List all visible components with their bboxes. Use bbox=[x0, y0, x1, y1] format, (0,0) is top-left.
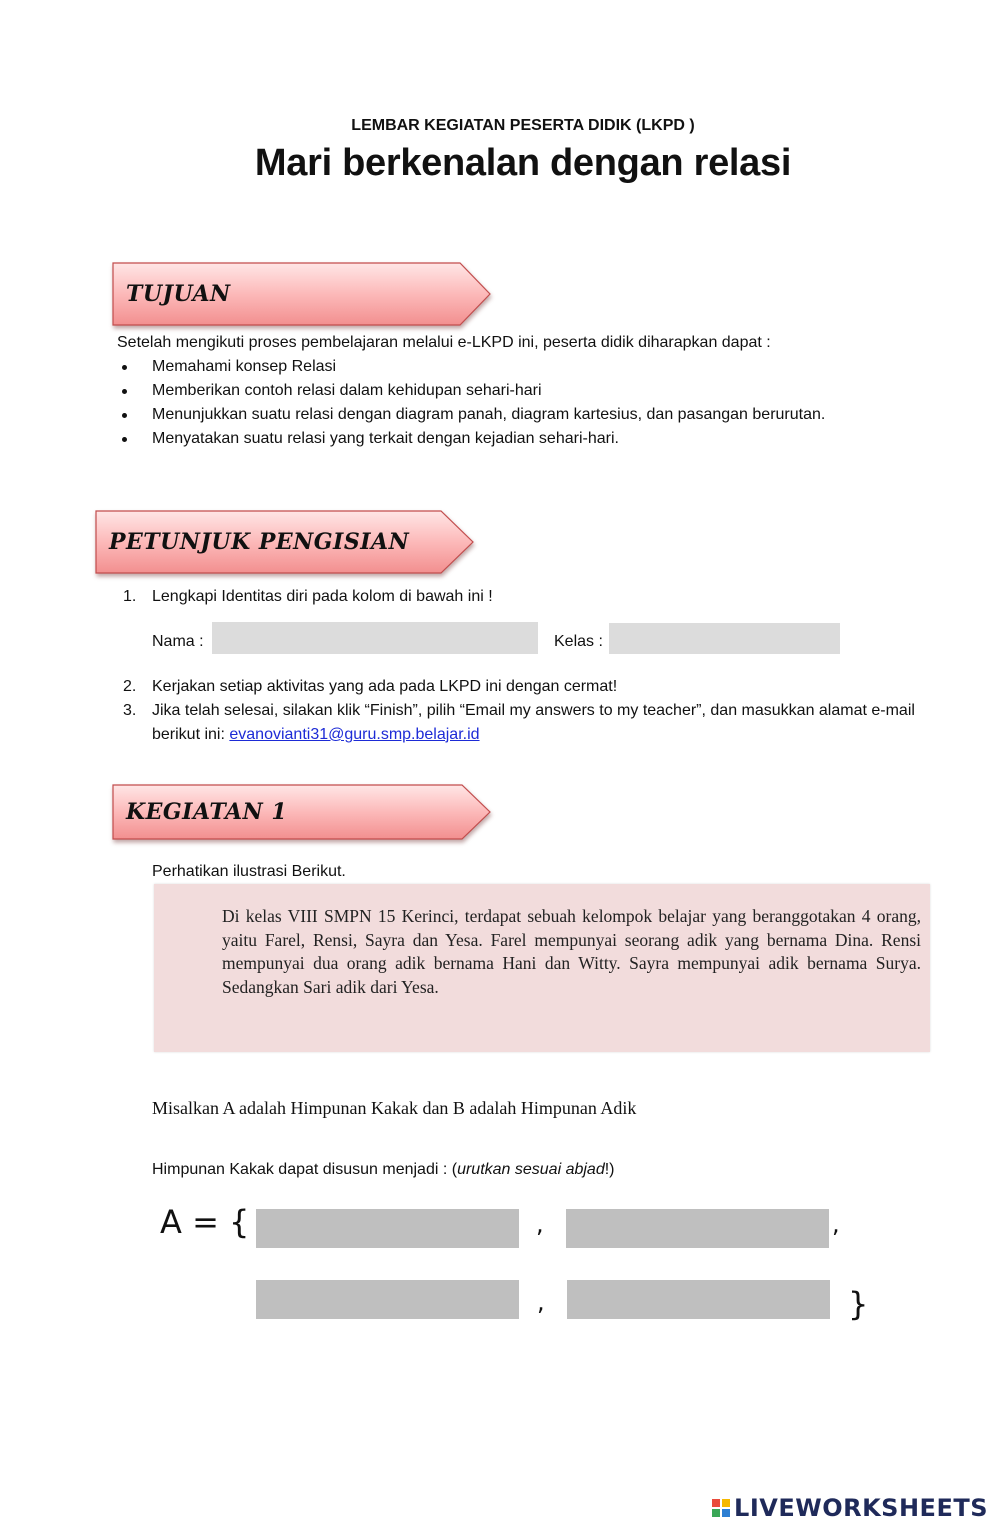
list-item: Menyatakan suatu relasi yang terkait dengan kejadian sehari-hari. bbox=[116, 427, 916, 451]
list-item bbox=[123, 699, 953, 747]
kegiatan-1-banner bbox=[112, 784, 492, 840]
set-a-answer-1[interactable] bbox=[256, 1209, 519, 1248]
step-text: Kerjakan setiap aktivitas yang ada pada LKPD ini dengan cermat! bbox=[152, 678, 618, 695]
teacher-email-link[interactable]: evanovianti31@guru.smp.belajar.id bbox=[229, 726, 480, 743]
petunjuk-steps-2-3 bbox=[123, 675, 953, 747]
set-a-answer-2[interactable] bbox=[566, 1209, 829, 1248]
nama-label: Nama : bbox=[152, 633, 204, 650]
step-text: Jika telah selesai, silakan klik “Finish”, pilih “Email my answers to my teacher”, dan masukkan alamat e-mail bbox=[152, 702, 915, 719]
set-a-open: A = { bbox=[160, 1203, 250, 1241]
page-title: Mari berkenalan dengan relasi bbox=[254, 142, 792, 184]
set-a-comma: , bbox=[536, 1210, 544, 1238]
tujuan-banner-label: TUJUAN bbox=[126, 281, 231, 307]
step-text: Lengkapi Identitas diri pada kolom di bawah ini ! bbox=[152, 588, 493, 605]
set-a-answer-4[interactable] bbox=[567, 1280, 830, 1319]
nama-field[interactable] bbox=[212, 622, 538, 654]
himpunan-instruction-italic: urutkan sesuai abjad bbox=[457, 1161, 605, 1178]
step-number: 1. bbox=[123, 588, 137, 605]
liveworksheets-logo bbox=[712, 1494, 988, 1522]
worksheet-subtitle: LEMBAR KEGIATAN PESERTA DIDIK (LKPD ) bbox=[351, 117, 695, 134]
kegiatan-1-instruction: Perhatikan ilustrasi Berikut. bbox=[152, 863, 346, 880]
list-item: Memahami konsep Relasi bbox=[116, 355, 916, 379]
set-a-comma: , bbox=[537, 1288, 545, 1316]
tujuan-goal-list bbox=[116, 355, 916, 451]
story-text: Di kelas VIII SMPN 15 Kerinci, terdapat sebuah kelompok belajar yang beranggotakan 4 orang, yaitu Farel, Rensi, Sayra dan Yesa. Farel mempunyai seorang adik yang bernama Dina. Rensi mempunyai dua orang adik bernama Hani dan Witty. Sayra mempunyai adik bernama Surya. Sedangkan Sari adik dari Yesa. bbox=[222, 906, 921, 997]
himpunan-instruction: Himpunan Kakak dapat disusun menjadi : (urutkan sesuai abjad!) bbox=[152, 1161, 615, 1178]
kegiatan-1-banner-label: KEGIATAN 1 bbox=[126, 799, 288, 825]
list-item bbox=[123, 675, 953, 699]
step-number: 2. bbox=[123, 678, 137, 695]
step-number: 3. bbox=[123, 702, 137, 719]
kelas-label: Kelas : bbox=[554, 633, 603, 650]
tujuan-banner bbox=[112, 262, 492, 326]
misalkan-text: Misalkan A adalah Himpunan Kakak dan B adalah Himpunan Adik bbox=[152, 1098, 637, 1118]
petunjuk-step-1 bbox=[123, 585, 943, 609]
list-item: Memberikan contoh relasi dalam kehidupan sehari-hari bbox=[116, 379, 916, 403]
set-a-comma: , bbox=[832, 1210, 840, 1238]
petunjuk-banner bbox=[95, 510, 475, 574]
logo-text: LIVEWORKSHEETS bbox=[734, 1494, 988, 1522]
story-box bbox=[154, 884, 930, 1052]
petunjuk-banner-label: PETUNJUK PENGISIAN bbox=[109, 529, 410, 555]
set-a-close: } bbox=[848, 1285, 869, 1323]
tujuan-intro: Setelah mengikuti proses pembelajaran melalui e-LKPD ini, peserta didik diharapkan dapat : bbox=[117, 334, 771, 351]
kelas-field[interactable] bbox=[609, 623, 840, 654]
list-item: Menunjukkan suatu relasi dengan diagram panah, diagram kartesius, dan pasangan berurutan. bbox=[116, 403, 916, 427]
list-item bbox=[123, 585, 943, 609]
step-text: berikut ini: bbox=[152, 726, 230, 743]
logo-mark-icon bbox=[712, 1499, 730, 1517]
set-a-answer-3[interactable] bbox=[256, 1280, 519, 1319]
